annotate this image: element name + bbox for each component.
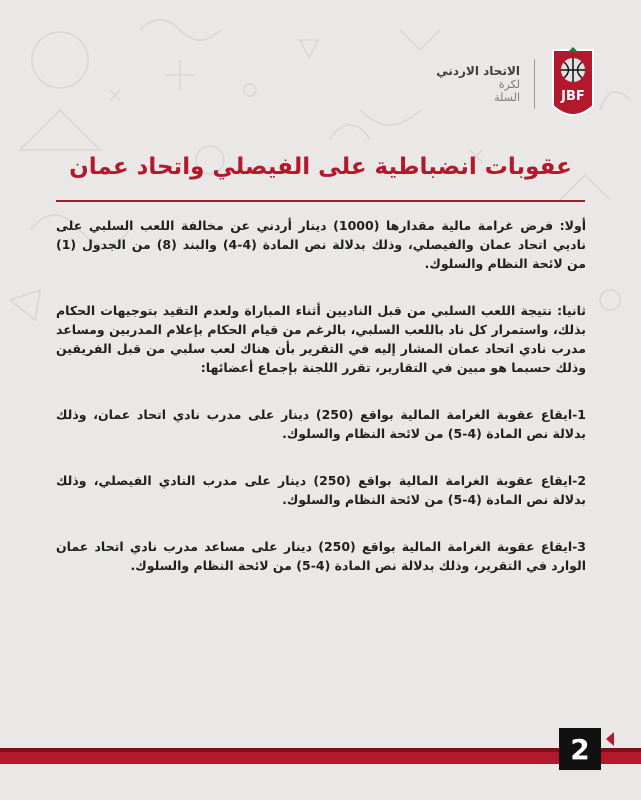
decision-item-3: 3-ايقاع عقوبة الغرامة المالية بواقع (250) دينار على مساعد مدرب نادي اتحاد عمان الوارد في التقرير، وذلك بدلالة نص المادة (4-5) من لائحة النظام والسلوك. xyxy=(56,539,586,573)
jbf-logo xyxy=(549,44,597,124)
paragraph-second: ثانيا: نتيجة اللعب السلبي من قبل الناديين أثناء المباراة ولعدم التقيد بتوجيهات الحكام بذلك، واستمرار كل ناد باللعب السلبي، بالرغم من قيام الحكام بإعلام المدربين ومساعد مدرب نادي اتحاد عمان المشار إليه في التقرير بأن هناك لعب سلبي من قبل الفريقين وذلك حسبما هو مبين في التقارير، تقرر اللجنة بإجماع أعضائها: xyxy=(56,303,586,375)
footer-band-dark xyxy=(0,748,641,752)
logo-text: JBF xyxy=(561,89,585,104)
page-title: عقوبات انضباطية على الفيصلي واتحاد عمان xyxy=(69,154,572,180)
article-body xyxy=(56,216,586,603)
federation-name xyxy=(436,65,520,104)
header-divider xyxy=(534,59,535,109)
basketball-logo-icon xyxy=(549,44,597,124)
header xyxy=(436,44,597,124)
decision-item-2: 2-ايقاع عقوبة الغرامة المالية بواقع (250) دينار على مدرب النادي الفيصلي، وذلك بدلالة نص المادة (4-5) من لائحة النظام والسلوك. xyxy=(56,473,587,507)
decision-item-1: 1-ايقاع عقوبة الغرامة المالية بواقع (250) دينار على مدرب نادي اتحاد عمان، وذلك بدلالة نص المادة (4-5) من لائحة النظام والسلوك. xyxy=(56,407,586,441)
footer-band xyxy=(0,748,641,764)
federation-name-line1: الاتحاد الاردني xyxy=(436,63,520,78)
federation-name-line2: لكرة xyxy=(498,77,520,91)
title-underline xyxy=(56,200,585,202)
page-arrow-icon xyxy=(606,732,614,746)
federation-name-line3: السلة xyxy=(494,90,520,104)
page-number: 2 xyxy=(559,728,601,770)
paragraph-first: أولا: فرض غرامة مالية مقدارها (1000) دينار أردني عن مخالفة اللعب السلبي على ناديي اتحاد عمان والفيصلي، وذلك بدلالة نص المادة (4-4) والبند (8) من الجدول (1) من لائحة النظام والسلوك. xyxy=(56,218,587,271)
